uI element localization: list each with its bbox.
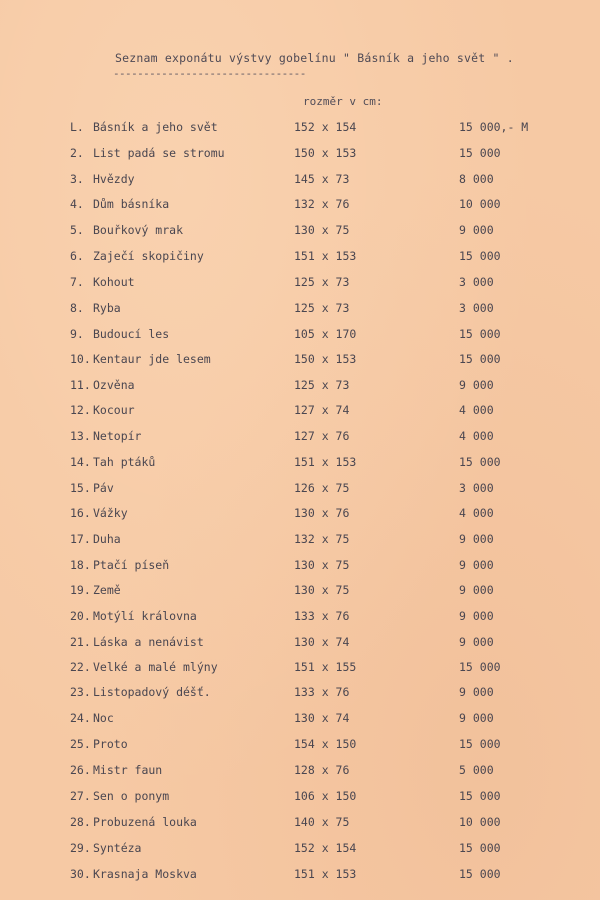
exhibit-price: 10 000 bbox=[459, 815, 501, 829]
item-number: 8. bbox=[70, 301, 84, 315]
exhibit-name: Listopadový déšť. bbox=[93, 685, 211, 699]
exhibit-dimensions: 125 x 73 bbox=[294, 275, 350, 289]
list-item bbox=[0, 327, 600, 345]
exhibit-name: Zaječí skopičiny bbox=[93, 249, 204, 263]
exhibit-price: 9 000 bbox=[459, 378, 494, 392]
list-item bbox=[0, 455, 600, 473]
item-number: 29. bbox=[70, 841, 91, 855]
item-number: 16. bbox=[70, 506, 91, 520]
exhibit-price: 15 000 bbox=[459, 660, 501, 674]
list-item bbox=[0, 352, 600, 370]
exhibit-dimensions: 125 x 73 bbox=[294, 378, 350, 392]
exhibit-price: 9 000 bbox=[459, 223, 494, 237]
exhibit-name: Krasnaja Moskva bbox=[93, 867, 197, 881]
exhibit-name: Láska a nenávist bbox=[93, 635, 204, 649]
exhibit-price: 9 000 bbox=[459, 711, 494, 725]
exhibit-name: Budoucí les bbox=[93, 327, 170, 341]
exhibit-dimensions: 105 x 170 bbox=[294, 327, 357, 341]
item-number: 6. bbox=[70, 249, 84, 263]
list-item bbox=[0, 429, 600, 447]
item-number: 12. bbox=[70, 403, 91, 417]
list-item bbox=[0, 867, 600, 885]
list-item bbox=[0, 378, 600, 396]
list-item bbox=[0, 532, 600, 550]
exhibit-dimensions: 133 x 76 bbox=[294, 685, 350, 699]
item-number: 24. bbox=[70, 711, 91, 725]
exhibit-price: 9 000 bbox=[459, 609, 494, 623]
item-number: 25. bbox=[70, 737, 91, 751]
item-number: 2. bbox=[70, 146, 84, 160]
list-item bbox=[0, 815, 600, 833]
list-item bbox=[0, 403, 600, 421]
list-item bbox=[0, 558, 600, 576]
exhibit-price: 15 000 bbox=[459, 352, 501, 366]
exhibit-price: 4 000 bbox=[459, 429, 494, 443]
exhibit-dimensions: 151 x 155 bbox=[294, 660, 357, 674]
exhibit-price: 9 000 bbox=[459, 532, 494, 546]
exhibit-dimensions: 130 x 75 bbox=[294, 583, 350, 597]
title-underline: -------------------------------- bbox=[113, 67, 306, 80]
exhibit-name: Ptačí píseň bbox=[93, 558, 170, 572]
exhibit-name: List padá se stromu bbox=[93, 146, 225, 160]
exhibit-dimensions: 154 x 150 bbox=[294, 737, 357, 751]
exhibit-dimensions: 150 x 153 bbox=[294, 146, 357, 160]
exhibit-name: Velké a malé mlýny bbox=[93, 660, 218, 674]
item-number: 20. bbox=[70, 609, 91, 623]
item-number: 5. bbox=[70, 223, 84, 237]
exhibit-dimensions: 106 x 150 bbox=[294, 789, 357, 803]
exhibit-price: 9 000 bbox=[459, 685, 494, 699]
exhibit-price: 15 000 bbox=[459, 146, 501, 160]
exhibit-price: 3 000 bbox=[459, 301, 494, 315]
exhibit-price: 5 000 bbox=[459, 763, 494, 777]
exhibit-name: Netopír bbox=[93, 429, 142, 443]
exhibit-dimensions: 130 x 75 bbox=[294, 223, 350, 237]
exhibit-name: Noc bbox=[93, 711, 114, 725]
exhibit-price: 15 000 bbox=[459, 867, 501, 881]
item-number: 4. bbox=[70, 197, 84, 211]
exhibit-dimensions: 130 x 74 bbox=[294, 711, 350, 725]
exhibit-price: 3 000 bbox=[459, 275, 494, 289]
item-number: 26. bbox=[70, 763, 91, 777]
exhibit-price: 15 000 bbox=[459, 327, 501, 341]
exhibit-dimensions: 130 x 74 bbox=[294, 635, 350, 649]
item-number: 23. bbox=[70, 685, 91, 699]
exhibit-dimensions: 125 x 73 bbox=[294, 301, 350, 315]
item-number: 15. bbox=[70, 481, 91, 495]
item-number: 3. bbox=[70, 172, 84, 186]
item-number: 30. bbox=[70, 867, 91, 881]
item-number: 22. bbox=[70, 660, 91, 674]
exhibit-price: 15 000 bbox=[459, 455, 501, 469]
list-item bbox=[0, 301, 600, 319]
exhibit-price: 15 000 bbox=[459, 249, 501, 263]
exhibit-dimensions: 150 x 153 bbox=[294, 352, 357, 366]
exhibit-dimensions: 128 x 76 bbox=[294, 763, 350, 777]
exhibit-name: Země bbox=[93, 583, 121, 597]
list-item bbox=[0, 737, 600, 755]
list-item bbox=[0, 685, 600, 703]
exhibit-name: Mistr faun bbox=[93, 763, 163, 777]
exhibit-name: Sen o ponym bbox=[93, 789, 170, 803]
list-item bbox=[0, 583, 600, 601]
exhibit-name: Básník a jeho svět bbox=[93, 120, 218, 134]
exhibit-price: 15 000 bbox=[459, 737, 501, 751]
exhibit-dimensions: 140 x 75 bbox=[294, 815, 350, 829]
exhibit-name: Duha bbox=[93, 532, 121, 546]
list-item bbox=[0, 120, 600, 138]
exhibit-name: Kocour bbox=[93, 403, 135, 417]
item-number: 18. bbox=[70, 558, 91, 572]
item-number: 27. bbox=[70, 789, 91, 803]
exhibit-name: Ozvěna bbox=[93, 378, 135, 392]
exhibit-dimensions: 133 x 76 bbox=[294, 609, 350, 623]
list-item bbox=[0, 609, 600, 627]
exhibit-dimensions: 127 x 74 bbox=[294, 403, 350, 417]
exhibit-dimensions: 132 x 76 bbox=[294, 197, 350, 211]
exhibit-name: Tah ptáků bbox=[93, 455, 156, 469]
document-title: Seznam exponátu výstvy gobelínu " Básník a jeho svět " . bbox=[115, 51, 514, 65]
list-item bbox=[0, 172, 600, 190]
exhibit-dimensions: 151 x 153 bbox=[294, 249, 357, 263]
item-number: 10. bbox=[70, 352, 91, 366]
list-item bbox=[0, 841, 600, 859]
list-item bbox=[0, 275, 600, 293]
list-item bbox=[0, 635, 600, 653]
exhibit-price: 15 000 bbox=[459, 841, 501, 855]
exhibit-name: Motýlí královna bbox=[93, 609, 197, 623]
list-item bbox=[0, 223, 600, 241]
exhibit-dimensions: 151 x 153 bbox=[294, 455, 357, 469]
list-item bbox=[0, 146, 600, 164]
exhibit-dimensions: 151 x 153 bbox=[294, 867, 357, 881]
exhibit-price: 15 000 bbox=[459, 789, 501, 803]
list-item bbox=[0, 660, 600, 678]
exhibit-dimensions: 132 x 75 bbox=[294, 532, 350, 546]
exhibit-dimensions: 126 x 75 bbox=[294, 481, 350, 495]
exhibit-dimensions: 152 x 154 bbox=[294, 120, 357, 134]
item-number: 21. bbox=[70, 635, 91, 649]
list-item bbox=[0, 506, 600, 524]
item-number: 19. bbox=[70, 583, 91, 597]
exhibit-name: Bouřkový mrak bbox=[93, 223, 184, 237]
list-item bbox=[0, 789, 600, 807]
exhibit-name: Kentaur jde lesem bbox=[93, 352, 211, 366]
item-number: L. bbox=[70, 120, 84, 134]
exhibit-name: Dům básníka bbox=[93, 197, 170, 211]
exhibit-price: 9 000 bbox=[459, 583, 494, 597]
exhibit-name: Proto bbox=[93, 737, 128, 751]
exhibit-name: Páv bbox=[93, 481, 114, 495]
exhibit-dimensions: 130 x 76 bbox=[294, 506, 350, 520]
exhibit-name: Probuzená louka bbox=[93, 815, 197, 829]
exhibit-name: Hvězdy bbox=[93, 172, 135, 186]
list-item bbox=[0, 481, 600, 499]
exhibit-price: 4 000 bbox=[459, 506, 494, 520]
exhibit-price: 9 000 bbox=[459, 558, 494, 572]
size-column-header: rozměr v cm: bbox=[303, 95, 383, 108]
exhibit-price: 15 000,- M bbox=[459, 120, 529, 134]
exhibit-price: 4 000 bbox=[459, 403, 494, 417]
exhibit-dimensions: 130 x 75 bbox=[294, 558, 350, 572]
item-number: 28. bbox=[70, 815, 91, 829]
item-number: 11. bbox=[70, 378, 91, 392]
item-number: 9. bbox=[70, 327, 84, 341]
list-item bbox=[0, 197, 600, 215]
item-number: 7. bbox=[70, 275, 84, 289]
item-number: 17. bbox=[70, 532, 91, 546]
exhibit-price: 9 000 bbox=[459, 635, 494, 649]
exhibit-dimensions: 127 x 76 bbox=[294, 429, 350, 443]
exhibit-name: Kohout bbox=[93, 275, 135, 289]
list-item bbox=[0, 763, 600, 781]
item-number: 13. bbox=[70, 429, 91, 443]
exhibit-dimensions: 145 x 73 bbox=[294, 172, 350, 186]
exhibit-name: Vážky bbox=[93, 506, 128, 520]
exhibit-dimensions: 152 x 154 bbox=[294, 841, 357, 855]
list-item bbox=[0, 249, 600, 267]
exhibit-price: 3 000 bbox=[459, 481, 494, 495]
item-number: 14. bbox=[70, 455, 91, 469]
list-item bbox=[0, 711, 600, 729]
exhibit-price: 8 000 bbox=[459, 172, 494, 186]
exhibit-name: Ryba bbox=[93, 301, 121, 315]
exhibit-name: Syntéza bbox=[93, 841, 142, 855]
exhibit-price: 10 000 bbox=[459, 197, 501, 211]
